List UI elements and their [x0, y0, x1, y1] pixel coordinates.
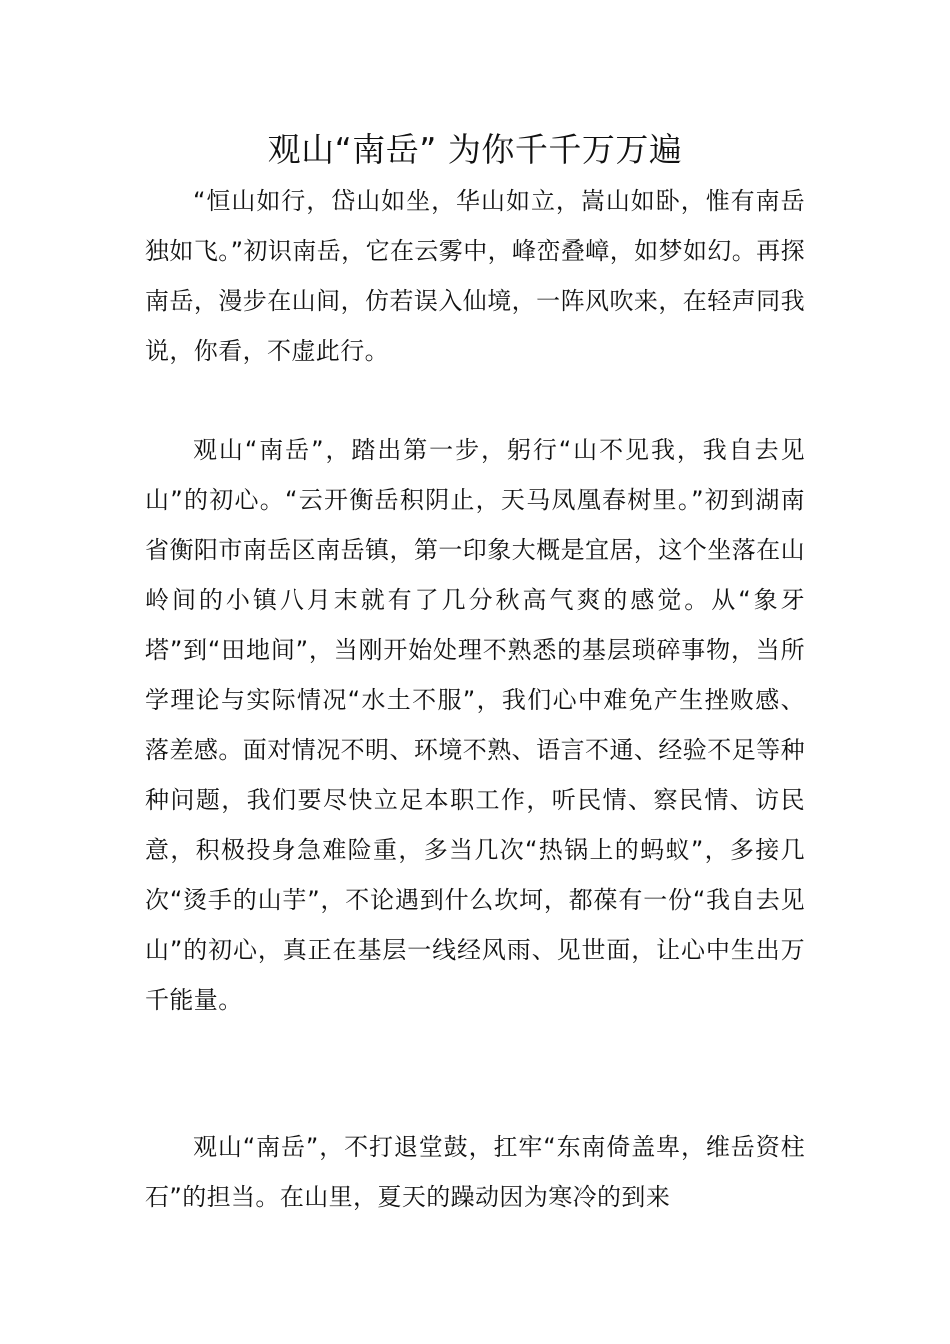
paragraph-3: 观山“南岳”，不打退堂鼓，扛牢“东南倚盖卑，维岳资柱石”的担当。在山里，夏天的躁动因为寒冷的到来	[145, 1133, 805, 1211]
paragraph-2: 观山“南岳”，踏出第一步，躬行“山不见我，我自去见山”的初心。“云开衡岳积阴止，天马凤凰春树里。”初到湖南省衡阳市南岳区南岳镇，第一印象大概是宜居，这个坐落在山岭间的小镇八月末就有了几分秋高气爽的感觉。从“象牙塔”到“田地间”，当刚开始处理不熟悉的基层琐碎事物，当所学理论与实际情况“水土不服”，我们心中难免产生挫败感、落差感。面对情况不明、环境不熟、语言不通、经验不足等种种问题，我们要尽快立足本职工作，听民情、察民情、访民意，积极投身急难险重，多当几次“热锅上的蚂蚁”，多接几次“烫手的山芋”，不论遇到什么坎坷，都葆有一份“我自去见山”的初心，真正在基层一线经风雨、见世面，让心中生出万千能量。	[145, 436, 805, 1014]
paragraph-1: “恒山如行，岱山如坐，华山如立，嵩山如卧，惟有南岳独如飞。”初识南岳，它在云雾中，峰峦叠嶂，如梦如幻。再探南岳，漫步在山间，仿若误入仙境，一阵风吹来，在轻声同我说，你看，不虚此行。	[145, 187, 805, 365]
document-title: 观山“南岳” 为你千千万万遍	[267, 130, 683, 169]
